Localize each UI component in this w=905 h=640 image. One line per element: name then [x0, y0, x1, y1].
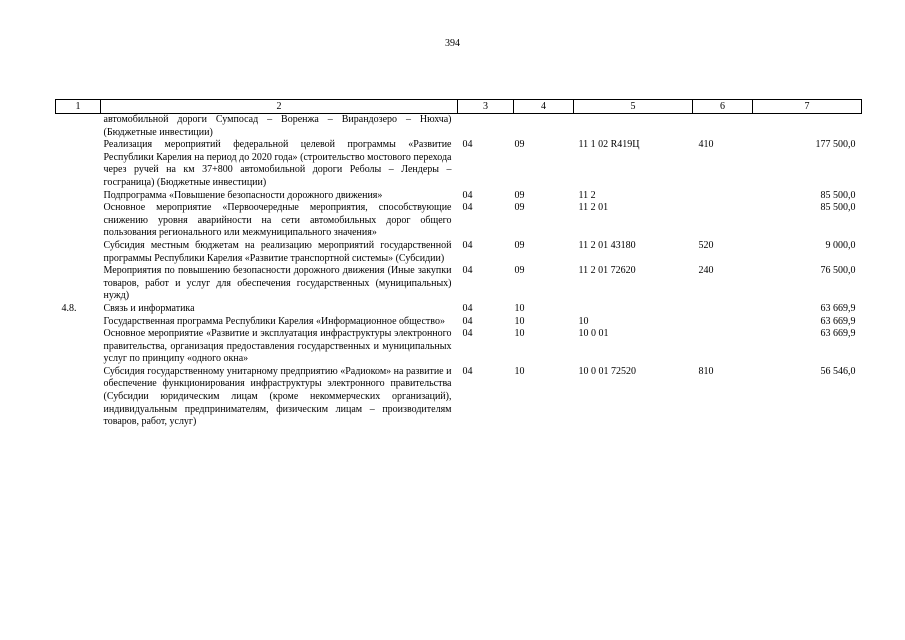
table-row	[56, 316, 862, 329]
row-section: 04	[462, 239, 473, 251]
table-row	[56, 114, 862, 140]
row-name: Связь и информатика	[103, 302, 195, 314]
row-expense-type: 240	[698, 265, 714, 277]
row-amount	[753, 114, 862, 140]
row-section	[458, 114, 514, 140]
row-amount: 177 500,0	[815, 139, 856, 151]
row-section: 04	[462, 365, 473, 377]
row-amount: 76 500,0	[820, 265, 856, 277]
row-section: 04	[462, 328, 473, 340]
row-number	[56, 316, 101, 329]
column-header-1: 1	[56, 100, 101, 114]
row-name: Государственная программа Республики Карелия «Информационное общество»	[103, 315, 445, 327]
row-amount: 56 546,0	[820, 365, 856, 377]
table-row	[56, 202, 862, 240]
column-header-2: 2	[101, 100, 458, 114]
row-number	[56, 240, 101, 265]
row-amount: 85 500,0	[820, 202, 856, 214]
row-section: 04	[462, 139, 473, 151]
row-target-article: 11 2 01 43180	[578, 239, 636, 251]
table-row	[56, 139, 862, 189]
row-subsection: 09	[514, 202, 525, 214]
row-number	[56, 114, 101, 140]
row-section: 04	[462, 189, 473, 201]
row-name: Субсидия государственному унитарному предприятию «Радиоком» на развитие и обеспечение функционирования инфраструктуры электронного правительства (Субсидии юридическим лицам (кроме некоммерческих организаций), индивидуальным предпринимателям, физическим лицам – производителям товаров, работ, услуг)	[103, 365, 452, 428]
row-target-article: 10	[578, 315, 589, 327]
row-amount: 9 000,0	[825, 239, 856, 251]
row-target-article	[574, 303, 693, 316]
budget-table	[55, 99, 862, 429]
row-subsection	[514, 114, 574, 140]
column-header-4: 4	[514, 100, 574, 114]
table-row	[56, 265, 862, 303]
row-subsection: 10	[514, 302, 525, 314]
row-subsection: 09	[514, 239, 525, 251]
row-amount: 63 669,9	[820, 315, 856, 327]
row-expense-type	[693, 190, 753, 203]
row-number	[56, 202, 101, 240]
table-row	[56, 366, 862, 429]
row-number: 4.8.	[61, 302, 77, 314]
row-subsection: 09	[514, 189, 525, 201]
table-row	[56, 190, 862, 203]
table-header-row	[56, 100, 862, 114]
row-name: автомобильной дороги Сумпосад – Воренжа – Вирандозеро – Нюхча) (Бюджетные инвестиции)	[103, 114, 452, 138]
row-section: 04	[462, 265, 473, 277]
row-expense-type	[693, 114, 753, 140]
row-name: Мероприятия по повышению безопасности дорожного движения (Иные закупки товаров, работ и услуг для обеспечения государственных (муниципальных) нужд)	[103, 265, 452, 302]
row-expense-type: 810	[698, 365, 714, 377]
row-name: Реализация мероприятий федеральной целевой программы «Развитие Республики Карелия на период до 2020 года» (строительство мостового перехода через ручей на км 37+800 автомобильной дороги Реболы – Лендеры – госграница) (Бюджетные инвестиции)	[103, 139, 452, 188]
row-subsection: 09	[514, 265, 525, 277]
column-header-5: 5	[574, 100, 693, 114]
row-target-article	[574, 114, 693, 140]
row-section: 04	[462, 315, 473, 327]
row-target-article: 10 0 01 72520	[578, 365, 636, 377]
row-amount: 63 669,9	[820, 328, 856, 340]
row-number	[56, 139, 101, 189]
row-amount: 63 669,9	[820, 302, 856, 314]
row-subsection: 10	[514, 315, 525, 327]
row-subsection: 09	[514, 139, 525, 151]
row-expense-type: 410	[698, 139, 714, 151]
row-expense-type	[693, 328, 753, 366]
row-target-article: 11 2 01	[578, 202, 609, 214]
table-row	[56, 328, 862, 366]
row-section: 04	[462, 202, 473, 214]
row-target-article: 11 2	[578, 189, 596, 201]
column-header-3: 3	[458, 100, 514, 114]
table-row	[56, 303, 862, 316]
row-target-article: 10 0 01	[578, 328, 609, 340]
row-name: Основное мероприятие «Развитие и эксплуатация инфраструктуры электронного правительства, организация предоставления государственных и муниципальных услуг по принципу «одного окна»	[103, 328, 452, 365]
table-row	[56, 240, 862, 265]
row-expense-type: 520	[698, 239, 714, 251]
row-expense-type	[693, 202, 753, 240]
row-expense-type	[693, 303, 753, 316]
row-subsection: 10	[514, 328, 525, 340]
page-number: 394	[445, 38, 460, 49]
column-header-7: 7	[753, 100, 862, 114]
row-target-article: 11 2 01 72620	[578, 265, 636, 277]
row-name: Подпрограмма «Повышение безопасности дорожного движения»	[103, 189, 383, 201]
row-number	[56, 265, 101, 303]
row-subsection: 10	[514, 365, 525, 377]
row-target-article: 11 1 02 R419Ц	[578, 139, 640, 151]
row-name: Основное мероприятие «Первоочередные мероприятия, способствующие снижению уровня аварийности на сети автомобильных дорог общего пользования регионального или межмуниципального значения»	[103, 202, 452, 239]
column-header-6: 6	[693, 100, 753, 114]
row-number	[56, 190, 101, 203]
row-name: Субсидия местным бюджетам на реализацию мероприятий государственной программы Республики Карелия «Развитие транспортной системы» (Субсидии)	[103, 239, 452, 264]
row-amount: 85 500,0	[820, 189, 856, 201]
row-expense-type	[693, 316, 753, 329]
row-section: 04	[462, 302, 473, 314]
row-number	[56, 328, 101, 366]
row-number	[56, 366, 101, 429]
